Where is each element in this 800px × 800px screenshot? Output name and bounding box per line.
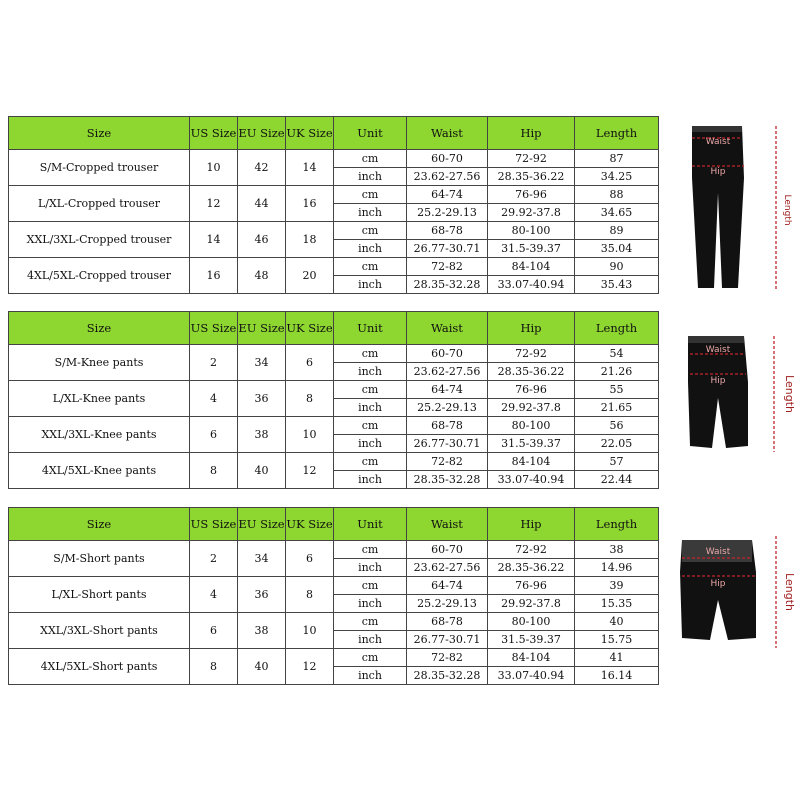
table-row [9,150,659,168]
length-cell: 57 [575,453,659,471]
unit-cell: inch [334,204,407,222]
column-header: US Size [190,508,238,541]
waist-cell: 68-78 [407,417,488,435]
us-size-cell: 12 [190,186,238,222]
hip-cell: 33.07-40.94 [488,276,575,294]
length-label: Length [783,573,796,611]
hip-cell: 33.07-40.94 [488,667,575,685]
hip-label: Hip [710,167,726,177]
waist-cell: 25.2-29.13 [407,204,488,222]
waist-cell: 64-74 [407,577,488,595]
hip-cell: 76-96 [488,186,575,204]
unit-cell: cm [334,381,407,399]
waist-cell: 72-82 [407,649,488,667]
eu-size-cell: 48 [238,258,286,294]
hip-cell: 72-92 [488,150,575,168]
waist-cell: 64-74 [407,186,488,204]
length-cell: 14.96 [575,559,659,577]
eu-size-cell: 44 [238,186,286,222]
column-header: Size [9,312,190,345]
unit-cell: cm [334,453,407,471]
column-header: Hip [488,312,575,345]
column-header: US Size [190,117,238,150]
column-header: EU Size [238,312,286,345]
uk-size-cell: 20 [286,258,334,294]
waist-cell: 68-78 [407,222,488,240]
hip-cell: 28.35-36.22 [488,168,575,186]
unit-cell: inch [334,363,407,381]
unit-cell: inch [334,559,407,577]
length-cell: 21.65 [575,399,659,417]
cropped-trouser-figure [672,118,792,298]
column-header: Hip [488,117,575,150]
table-row [9,381,659,399]
table-header-row [9,312,659,345]
eu-size-cell: 42 [238,150,286,186]
uk-size-cell: 18 [286,222,334,258]
column-header: EU Size [238,508,286,541]
uk-size-cell: 10 [286,613,334,649]
length-cell: 22.44 [575,471,659,489]
us-size-cell: 4 [190,577,238,613]
table-row [9,453,659,471]
waist-cell: 23.62-27.56 [407,168,488,186]
length-cell: 22.05 [575,435,659,453]
unit-cell: cm [334,345,407,363]
hip-label: Hip [710,579,726,589]
table-row [9,613,659,631]
hip-cell: 76-96 [488,577,575,595]
uk-size-cell: 6 [286,541,334,577]
length-cell: 35.43 [575,276,659,294]
us-size-cell: 2 [190,541,238,577]
length-cell: 34.65 [575,204,659,222]
length-cell: 21.26 [575,363,659,381]
table-header-row [9,508,659,541]
hip-cell: 29.92-37.8 [488,204,575,222]
column-header: Unit [334,508,407,541]
table-row [9,222,659,240]
unit-cell: cm [334,150,407,168]
us-size-cell: 14 [190,222,238,258]
waist-cell: 25.2-29.13 [407,595,488,613]
unit-cell: cm [334,577,407,595]
table-row [9,186,659,204]
size-name-cell: S/M-Knee pants [9,345,190,381]
hip-cell: 28.35-36.22 [488,363,575,381]
waist-label: Waist [705,345,731,355]
us-size-cell: 8 [190,649,238,685]
size-name-cell: 4XL/5XL-Knee pants [9,453,190,489]
eu-size-cell: 34 [238,345,286,381]
waist-label: Waist [705,547,731,557]
column-header: Hip [488,508,575,541]
hip-cell: 84-104 [488,649,575,667]
length-cell: 34.25 [575,168,659,186]
column-header: Length [575,312,659,345]
size-table-knee-pants [8,311,658,489]
length-label: Length [783,375,796,413]
waist-cell: 23.62-27.56 [407,363,488,381]
column-header: US Size [190,312,238,345]
uk-size-cell: 8 [286,381,334,417]
unit-cell: cm [334,613,407,631]
waist-cell: 60-70 [407,345,488,363]
waist-cell: 28.35-32.28 [407,276,488,294]
length-cell: 15.75 [575,631,659,649]
eu-size-cell: 36 [238,577,286,613]
column-header: UK Size [286,312,334,345]
length-cell: 54 [575,345,659,363]
size-name-cell: L/XL-Knee pants [9,381,190,417]
length-cell: 88 [575,186,659,204]
column-header: Length [575,117,659,150]
size-table [8,311,659,489]
hip-cell: 80-100 [488,222,575,240]
length-cell: 55 [575,381,659,399]
waist-cell: 25.2-29.13 [407,399,488,417]
cropped-trouser-image [692,126,744,288]
waist-cell: 68-78 [407,613,488,631]
size-table [8,116,659,294]
size-table-short-pants [8,507,658,685]
waist-cell: 23.62-27.56 [407,559,488,577]
hip-cell: 29.92-37.8 [488,595,575,613]
eu-size-cell: 40 [238,649,286,685]
eu-size-cell: 38 [238,613,286,649]
hip-cell: 29.92-37.8 [488,399,575,417]
unit-cell: cm [334,186,407,204]
unit-cell: cm [334,417,407,435]
hip-cell: 28.35-36.22 [488,559,575,577]
column-header: Length [575,508,659,541]
hip-cell: 84-104 [488,453,575,471]
unit-cell: cm [334,222,407,240]
length-label: Length [782,194,792,226]
eu-size-cell: 34 [238,541,286,577]
knee-pants-figure [672,332,796,462]
unit-cell: inch [334,276,407,294]
unit-cell: cm [334,258,407,276]
uk-size-cell: 10 [286,417,334,453]
hip-cell: 72-92 [488,541,575,559]
eu-size-cell: 38 [238,417,286,453]
unit-cell: inch [334,631,407,649]
length-cell: 15.35 [575,595,659,613]
size-name-cell: S/M-Cropped trouser [9,150,190,186]
column-header: EU Size [238,117,286,150]
uk-size-cell: 12 [286,453,334,489]
length-cell: 56 [575,417,659,435]
us-size-cell: 2 [190,345,238,381]
column-header: Unit [334,312,407,345]
column-header: UK Size [286,117,334,150]
table-row [9,541,659,559]
length-cell: 35.04 [575,240,659,258]
unit-cell: inch [334,435,407,453]
us-size-cell: 8 [190,453,238,489]
table-row [9,649,659,667]
eu-size-cell: 40 [238,453,286,489]
table-row [9,345,659,363]
waist-cell: 60-70 [407,541,488,559]
us-size-cell: 6 [190,613,238,649]
eu-size-cell: 46 [238,222,286,258]
length-cell: 90 [575,258,659,276]
us-size-cell: 6 [190,417,238,453]
column-header: Waist [407,117,488,150]
waist-cell: 26.77-30.71 [407,631,488,649]
size-table [8,507,659,685]
waist-cell: 72-82 [407,258,488,276]
length-cell: 40 [575,613,659,631]
size-name-cell: XXL/3XL-Knee pants [9,417,190,453]
length-cell: 89 [575,222,659,240]
unit-cell: inch [334,667,407,685]
column-header: Size [9,117,190,150]
unit-cell: inch [334,240,407,258]
waist-cell: 64-74 [407,381,488,399]
column-header: Waist [407,312,488,345]
uk-size-cell: 12 [286,649,334,685]
column-header: Size [9,508,190,541]
size-name-cell: XXL/3XL-Short pants [9,613,190,649]
size-name-cell: L/XL-Cropped trouser [9,186,190,222]
size-name-cell: XXL/3XL-Cropped trouser [9,222,190,258]
hip-cell: 31.5-39.37 [488,240,575,258]
short-pants-figure [672,532,796,657]
waist-cell: 60-70 [407,150,488,168]
waist-cell: 28.35-32.28 [407,471,488,489]
unit-cell: cm [334,541,407,559]
waist-cell: 26.77-30.71 [407,240,488,258]
table-row [9,258,659,276]
uk-size-cell: 6 [286,345,334,381]
size-name-cell: L/XL-Short pants [9,577,190,613]
hip-label: Hip [710,376,726,386]
length-cell: 16.14 [575,667,659,685]
uk-size-cell: 14 [286,150,334,186]
length-cell: 41 [575,649,659,667]
table-row [9,577,659,595]
unit-cell: inch [334,595,407,613]
size-name-cell: 4XL/5XL-Short pants [9,649,190,685]
column-header: UK Size [286,508,334,541]
length-cell: 38 [575,541,659,559]
size-name-cell: S/M-Short pants [9,541,190,577]
us-size-cell: 4 [190,381,238,417]
waist-cell: 28.35-32.28 [407,667,488,685]
hip-cell: 31.5-39.37 [488,631,575,649]
hip-cell: 76-96 [488,381,575,399]
column-header: Unit [334,117,407,150]
us-size-cell: 16 [190,258,238,294]
hip-cell: 72-92 [488,345,575,363]
hip-cell: 80-100 [488,613,575,631]
waist-cell: 26.77-30.71 [407,435,488,453]
uk-size-cell: 16 [286,186,334,222]
unit-cell: inch [334,168,407,186]
column-header: Waist [407,508,488,541]
unit-cell: inch [334,471,407,489]
waist-cell: 72-82 [407,453,488,471]
length-cell: 39 [575,577,659,595]
waist-label: Waist [705,137,731,147]
eu-size-cell: 36 [238,381,286,417]
size-table-cropped-trouser [8,116,658,294]
hip-cell: 80-100 [488,417,575,435]
unit-cell: inch [334,399,407,417]
hip-cell: 31.5-39.37 [488,435,575,453]
table-header-row [9,117,659,150]
table-row [9,417,659,435]
hip-cell: 84-104 [488,258,575,276]
length-cell: 87 [575,150,659,168]
hip-cell: 33.07-40.94 [488,471,575,489]
us-size-cell: 10 [190,150,238,186]
unit-cell: cm [334,649,407,667]
size-name-cell: 4XL/5XL-Cropped trouser [9,258,190,294]
uk-size-cell: 8 [286,577,334,613]
